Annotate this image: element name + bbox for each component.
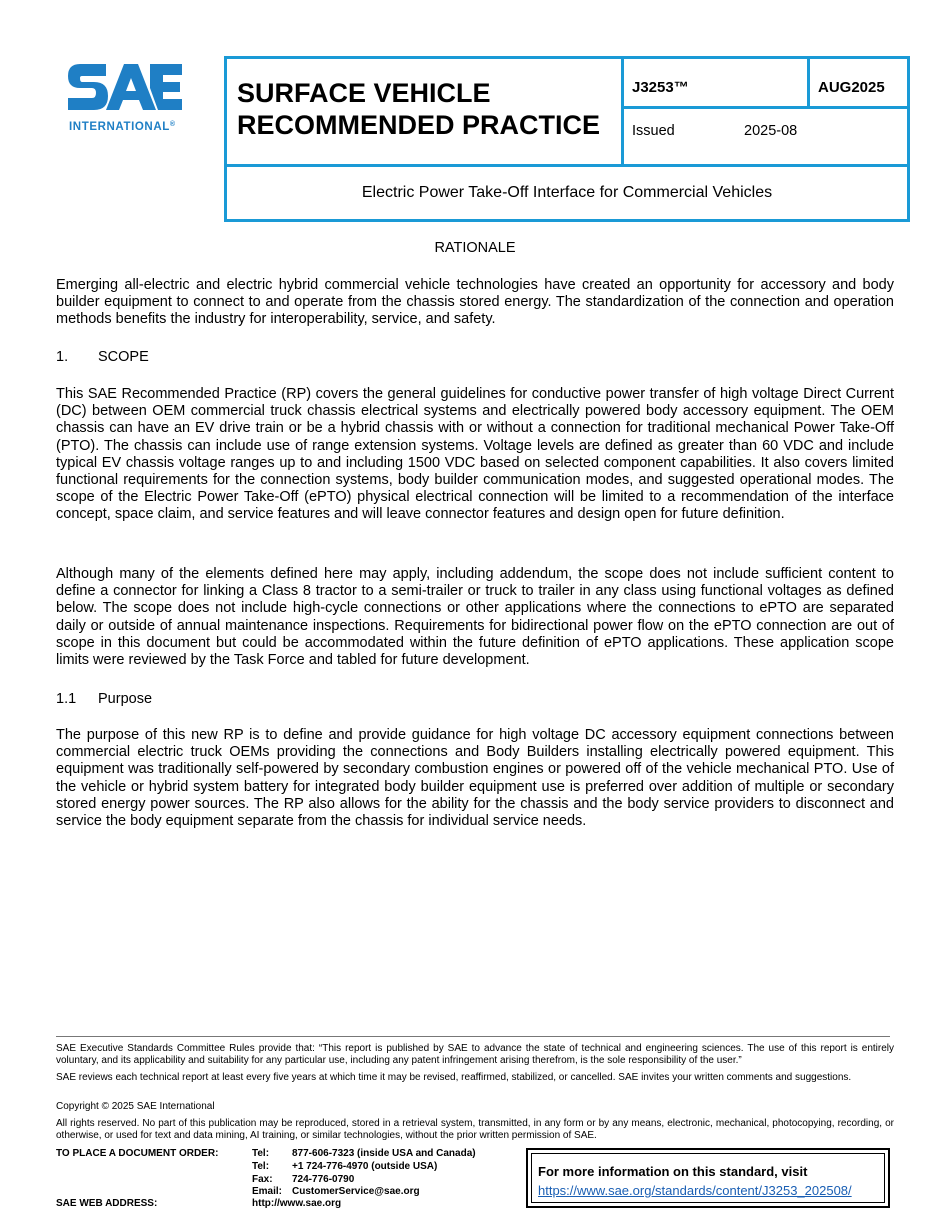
scope-title: SCOPE xyxy=(98,349,149,365)
scope-number: 1. xyxy=(56,349,69,365)
issued-cell xyxy=(624,109,907,167)
doc-type xyxy=(237,77,600,141)
doc-type-line1: SURFACE VEHICLE xyxy=(237,78,491,108)
fax-label: Fax: xyxy=(252,1174,273,1185)
tel-label-2: Tel: xyxy=(252,1161,270,1172)
tel-inside-usa[interactable]: 877-606-7323 (inside USA and Canada) xyxy=(292,1148,476,1159)
sae-logo xyxy=(66,58,196,138)
footer-review-text: SAE reviews each technical report at least every five years at which time it may be revised, reaffirmed, stabilized, or cancelled. SAE invites your written comments and suggestions. xyxy=(56,1072,852,1083)
order-contact-block xyxy=(56,1148,516,1218)
rationale-paragraph: Emerging all-electric and electric hybrid commercial vehicle technologies have created an opportunity for accessory and body builder equipment to connect to and operate from the chassis stored energy. The standardization of the connection and operation methods benefits the industry for interoperability, service, and safety. xyxy=(56,277,894,328)
doc-type-line2: RECOMMENDED PRACTICE xyxy=(237,110,601,140)
doc-title: Electric Power Take-Off Interface for Commercial Vehicles xyxy=(361,184,773,201)
email-link[interactable]: CustomerService@sae.org xyxy=(292,1186,420,1197)
more-info-inner xyxy=(531,1153,885,1203)
more-info-label: For more information on this standard, visit xyxy=(538,1164,808,1179)
doc-number: J3253™ xyxy=(632,79,689,96)
web-label: SAE WEB ADDRESS: xyxy=(56,1198,158,1209)
doc-title-cell xyxy=(227,167,907,219)
issued-label: Issued xyxy=(632,123,675,139)
email-label: Email: xyxy=(252,1186,283,1197)
web-link[interactable]: http://www.sae.org xyxy=(252,1198,342,1209)
doc-date: AUG2025 xyxy=(818,79,885,96)
tel-outside-usa[interactable]: +1 724-776-4970 (outside USA) xyxy=(292,1161,438,1172)
order-label: TO PLACE A DOCUMENT ORDER: xyxy=(56,1148,219,1159)
rationale-heading: RATIONALE xyxy=(434,240,516,256)
footer-rights-text: All rights reserved. No part of this publication may be reproduced, stored in a retrieval system, transmitted, in any form or by any means, electronic, mechanical, photocopying, recording, or otherwise, or used for text and data mining, AI training, or similar technologies, without the prior written permission of SAE. xyxy=(56,1118,894,1142)
logo-international-text: INTERNATIONAL® xyxy=(69,121,176,133)
issued-value: 2025-08 xyxy=(744,123,798,139)
fax-number: 724-776-0790 xyxy=(292,1174,355,1185)
footer-copyright: Copyright © 2025 SAE International xyxy=(56,1101,215,1112)
doc-type-cell xyxy=(227,59,624,167)
more-info-box xyxy=(526,1148,890,1208)
footer-divider xyxy=(56,1036,890,1037)
purpose-number: 1.1 xyxy=(56,691,77,707)
scope-heading xyxy=(56,349,149,365)
purpose-title: Purpose xyxy=(98,691,153,707)
scope-paragraph-1: This SAE Recommended Practice (RP) covers the general guidelines for conductive power transfer of high voltage Direct Current (DC) between OEM commercial truck chassis electrical systems and electrically powered body accessory equipment. The OEM chassis can have an EV drive train or be a hybrid chassis with or without a connection for traditional mechanical Power Take-Off (PTO). The chassis can include use of range extension systems. Voltage levels are defined as greater than 60 VDC and include typical EV chassis voltage ranges up to and including 1500 VDC based on selected component capabilities. It also covers limited functional requirements for the connection systems, body builder communication modes, and suggested operational modes. The scope of the Electric Power Take-Off (ePTO) physical electrical connection will be limited to a recommendation of the interface concept, space claim, and service features and will leave connector features and design open for future definition. xyxy=(56,386,894,523)
standard-url-link[interactable]: https://www.sae.org/standards/content/J3253_202508/ xyxy=(538,1183,852,1198)
header-box xyxy=(224,56,910,222)
scope-paragraph-2: Although many of the elements defined here may apply, including addendum, the scope does not include sufficient content to define a connector for linking a Class 8 tractor to a semi-trailer or truck to trailer in any class using functional voltages as defined below. The scope does not include high-cycle connections or other applications where the connections to ePTO are separated daily or outside of annual maintenance inspections. Requirements for bidirectional power flow on the ePTO connection are out of scope in this document but could be accommodated within the future definition of ePTO applications. These application scope limits were reviewed by the Task Force and tabled for future development. xyxy=(56,566,894,669)
doc-date-cell xyxy=(810,59,907,109)
footer-rules-text: SAE Executive Standards Committee Rules provide that: “This report is published by SAE to advance the state of technical and engineering sciences. The use of this report is entirely voluntary, and its applicability and suitability for any particular use, including any patent infringement arising therefrom, is the sole responsibility of the user.” xyxy=(56,1043,894,1067)
sae-logo-mark xyxy=(66,58,184,120)
purpose-heading xyxy=(56,691,152,707)
purpose-paragraph: The purpose of this new RP is to define and provide guidance for high voltage DC accessory equipment connections between commercial electric truck OEMs providing the connections and Body Builders installing electrically powered equipment. This equipment was traditionally self-powered by secondary combustion engines or powered off of the vehicle mechanical PTO. Use of the vehicle or hybrid system battery for integrated body builder equipment use is preferred over addition of multiple or secondary stored energy power sources. The RP also allows for the ability for the chassis and the body service providers to disconnect and service the body equipment separate from the chassis for individual service needs. xyxy=(56,727,894,830)
doc-number-cell xyxy=(624,59,810,109)
tel-label-1: Tel: xyxy=(252,1148,270,1159)
